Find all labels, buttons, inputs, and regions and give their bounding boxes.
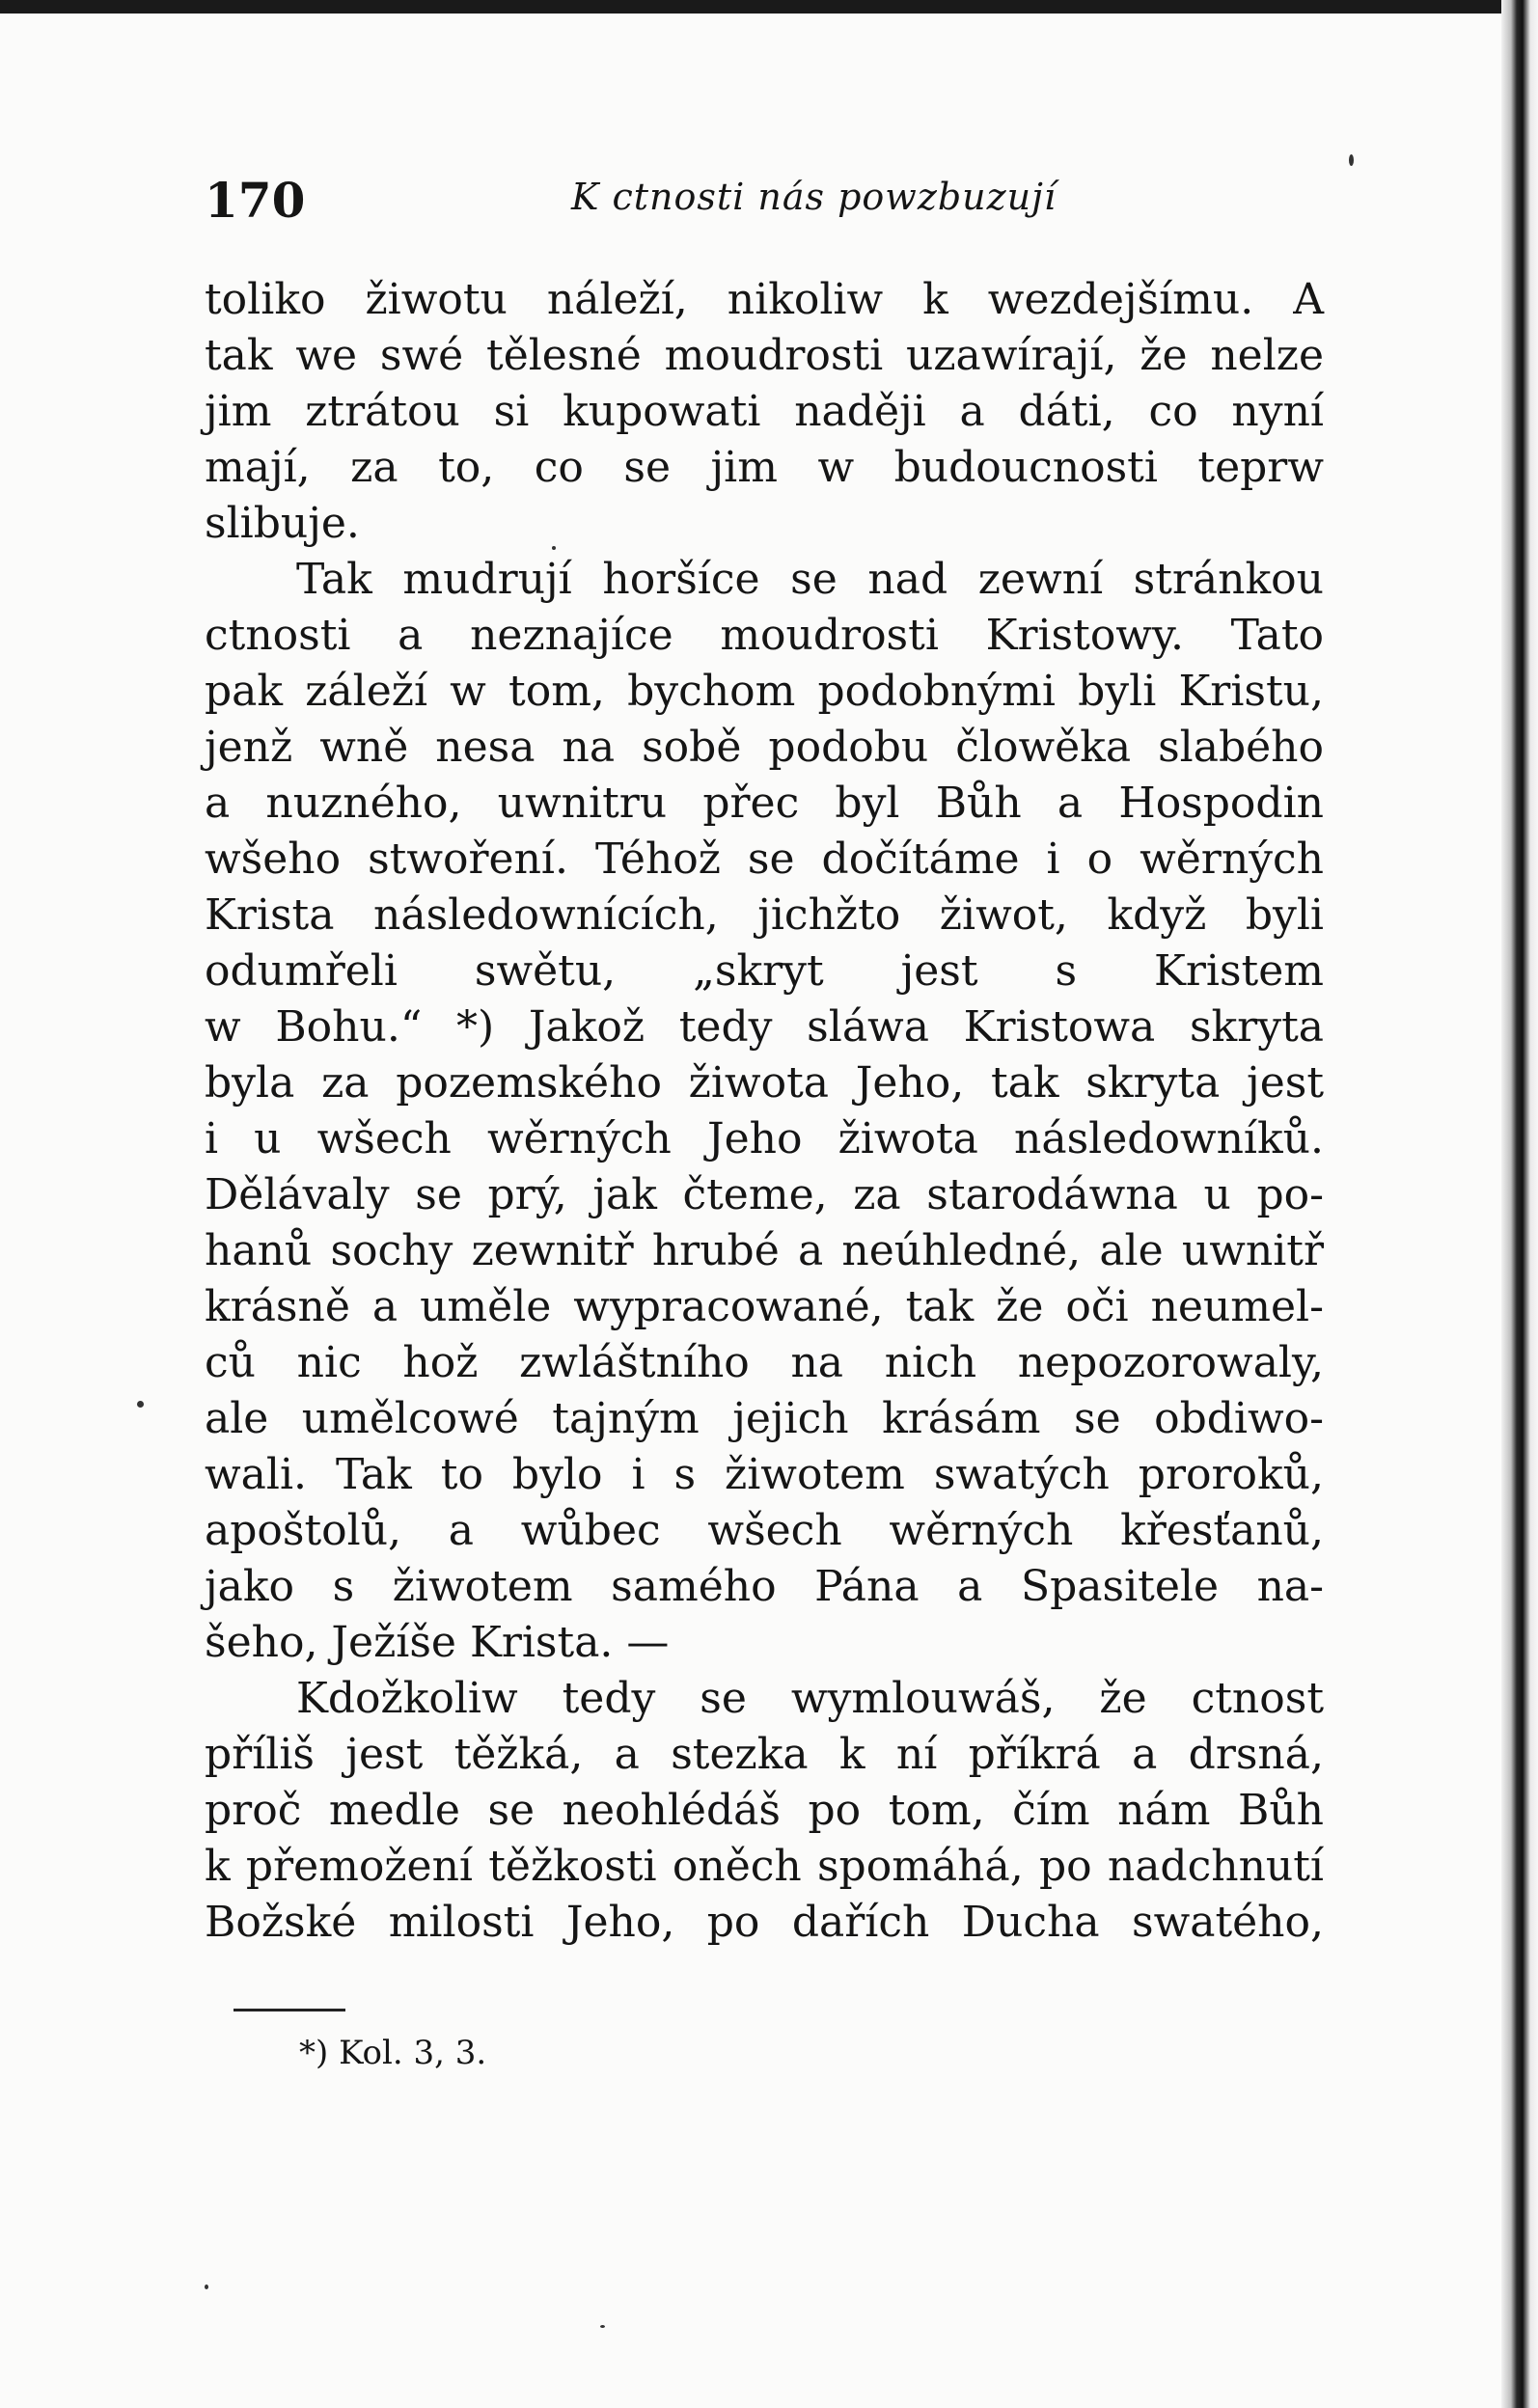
text-line: ale umělcowé tajným jejich krásám se obdiwo- [205,1394,1324,1443]
text-line: apoštolů, a wůbec wšech wěrných křesťanů, [205,1506,1324,1555]
scan-speck [552,546,556,550]
text-line: mají, za to, co se jim w budoucnosti teprw [205,443,1324,492]
text-line: wšeho stwoření. Téhož se dočítáme i o wěrných [205,835,1324,884]
footnote-rule [233,2009,345,2011]
text-line: w Bohu.“ *) Jakož tedy sláwa Kristowa skryta [205,1002,1324,1052]
text-line: tak we swé tělesné moudrosti uzawírají, že nelze [205,331,1324,380]
scan-speck [205,2285,208,2289]
text-line: šeho, Ježíše Krista. — [205,1618,670,1667]
scan-speck [1349,154,1354,166]
text-line: Dělávaly se prý, jak čteme, za starodáwna u po- [205,1170,1324,1219]
text-line: wali. Tak to bylo i s žiwotem swatých proroků, [205,1450,1324,1499]
text-line: k přemožení těžkosti oněch spomáhá, po nadchnutí [205,1842,1324,1891]
text-line: ctnosti a neznajíce moudrosti Kristowy. Tato [205,611,1324,660]
text-line: Kdožkoliw tedy se wymlouwáš, že ctnost [296,1674,1324,1723]
text-line: hanů sochy zewnitř hrubé a neúhledné, ale uwnitř [205,1226,1324,1275]
text-line: pak záleží w tom, bychom podobnými byli Kristu, [205,667,1324,716]
text-line: proč medle se neohlédáš po tom, čím nám Bůh [205,1786,1324,1835]
text-line: krásně a uměle wypracowané, tak že oči neumel- [205,1282,1324,1331]
text-line: ců nic hož zwláštního na nich nepozorowaly, [205,1338,1324,1387]
text-line: odumřeli swětu, „skryt jest s Kristem [205,946,1324,996]
scan-speck [600,2325,605,2328]
running-title: K ctnosti nás powzbuzují [571,176,1057,218]
text-line: Tak mudrují horšíce se nad zewní stránkou [296,555,1324,604]
text-line: byla za pozemského žiwota Jeho, tak skryta jest [205,1058,1324,1108]
text-line: Božské milosti Jeho, po dařích Ducha swatého, [205,1898,1324,1947]
text-line: Krista následownících, jichžto žiwot, když byli [205,890,1324,940]
page-number: 170 [205,172,306,229]
book-spine-edge [1501,0,1538,2408]
text-line: jim ztrátou si kupowati naději a dáti, co nyní [205,387,1324,436]
text-line: a nuzného, uwnitru přec byl Bůh a Hospodin [205,779,1324,828]
body-text [205,272,1324,1951]
text-line: i u wšech wěrných Jeho žiwota následowníků. [205,1114,1324,1163]
running-head [205,172,1324,239]
text-line: jenž wně nesa na sobě podobu člowěka slabého [205,723,1324,772]
text-line: toliko žiwotu náleží, nikoliw k wezdejšímu. A [205,275,1324,324]
footnote: *) Kol. 3, 3. [299,2034,487,2072]
text-line: jako s žiwotem samého Pána a Spasitele na- [205,1562,1324,1611]
scan-speck [137,1401,144,1408]
text-line: slibuje. [205,499,360,548]
text-line: příliš jest těžká, a stezka k ní příkrá a drsná, [205,1730,1324,1779]
